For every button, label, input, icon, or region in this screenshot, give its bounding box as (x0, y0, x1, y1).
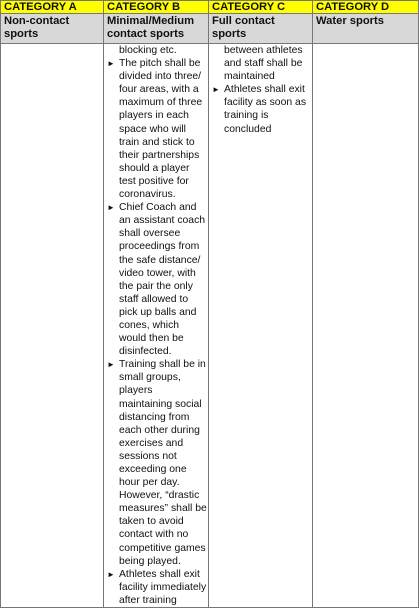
cell-b (104, 44, 209, 608)
header-non-contact: Non-contact sports (1, 14, 104, 44)
header-row (1, 14, 419, 44)
bullet-item (212, 83, 312, 135)
bullet-arrow-icon: ► (212, 85, 220, 95)
bullet-text: Athletes shall exit facility as soon as training is concluded (224, 84, 307, 135)
category-row (1, 1, 419, 14)
cell-a (1, 44, 104, 608)
bullet-text: blocking etc. (119, 45, 177, 56)
header-full-contact: Full contact sports (209, 14, 313, 44)
bullet-item (107, 57, 208, 201)
bullet-text: Athletes shall exit facility immediately after training (119, 568, 207, 606)
bullet-list-b (107, 44, 208, 607)
bullet-arrow-icon: ► (107, 569, 115, 579)
header-water: Water sports (313, 14, 419, 44)
cell-d (313, 44, 419, 608)
bullet-item (107, 201, 208, 358)
bullet-arrow-icon: ► (107, 360, 115, 370)
bullet-item (107, 568, 208, 607)
bullet-item (107, 44, 208, 57)
bullet-text: Chief Coach and an assistant coach shall oversee proceedings from the safe distance/ video tower, with the pair the only staff allowed to pick up balls and cones, which would then be disinfected. (119, 202, 206, 358)
bullet-arrow-icon: ► (107, 59, 115, 69)
bullet-list-c (212, 44, 312, 136)
content-row (1, 44, 419, 608)
bullet-arrow-icon: ► (107, 203, 115, 213)
category-c: CATEGORY C (209, 1, 313, 14)
bullet-text: The pitch shall be divided into three/ four areas, with a maximum of three players in each space who will train and stick to their partnerships should a player test positive for coronavirus. (119, 58, 203, 201)
cell-c (209, 44, 313, 608)
bullet-text: between athletes and staff shall be maintained (224, 45, 303, 83)
category-d: CATEGORY D (313, 1, 419, 14)
bullet-item (212, 44, 312, 83)
header-minimal-contact: Minimal/Medium contact sports (104, 14, 209, 44)
bullet-text: Training shall be in small groups, players maintaining social distancing from each other during exercises and sessions not exceeding one hour per day. However, “drastic measures” shall be taken to avoid contact with no competitive games being played. (119, 359, 207, 567)
category-a: CATEGORY A (1, 1, 104, 14)
category-b: CATEGORY B (104, 1, 209, 14)
bullet-item (107, 358, 208, 568)
